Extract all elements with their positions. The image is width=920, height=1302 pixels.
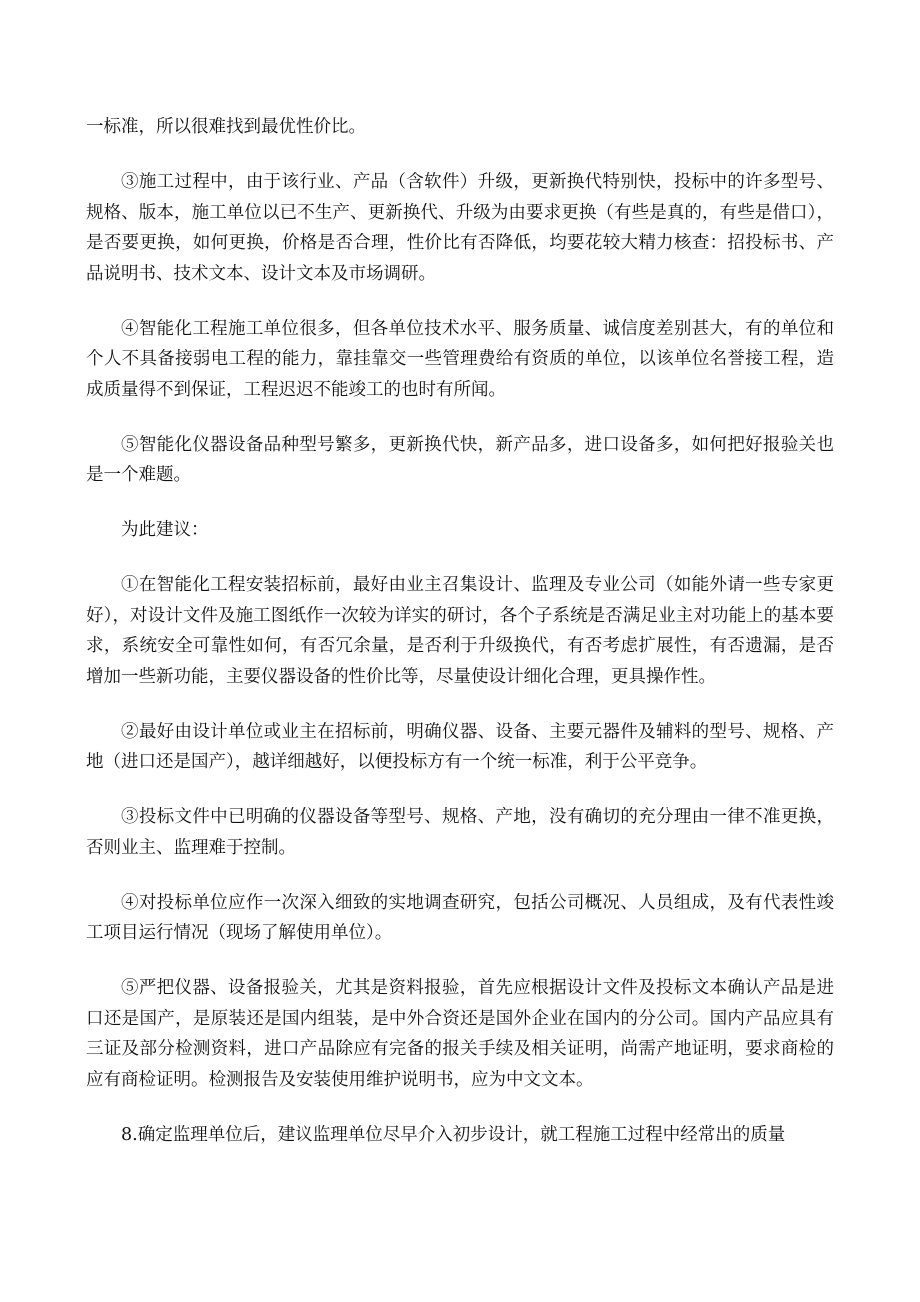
paragraph-4: ⑤智能化仪器设备品种型号繁多，更新换代快，新产品多，进口设备多，如何把好报验关也是一个难题。 [86, 434, 834, 485]
paragraph-2: ③施工过程中，由于该行业、产品（含软件）升级，更新换代特别快，投标中的许多型号、规格、版本，施工单位以已不生产、更新换代、升级为由要求更换（有些是真的，有些是借口），是否要更换，如何更换，价格是否合理，性价比有否降低，均要花较大精力核查：招投标书、产品说明书、技术文本、设计文本及市场调研。 [86, 172, 834, 284]
paragraph-1: 一标准，所以很难找到最优性价比。 [86, 117, 366, 137]
document-page [86, 112, 834, 1175]
paragraph-3: ④智能化工程施工单位很多，但各单位技术水平、服务质量、诚信度差别甚大，有的单位和个人不具备接弱电工程的能力，靠挂靠交一些管理费给有资质的单位，以该单位名誉接工程，造成质量得不到保证，工程迟迟不能竣工的也时有所闻。 [86, 318, 834, 400]
paragraph-10: ⑤严把仪器、设备报验关，尤其是资料报验，首先应根据设计文件及投标文本确认产品是进口还是国产，是原装还是国内组装，是中外合资还是国外企业在国内的分公司。国内产品应具有三证及部分检测资料，进口产品除应有完备的报关手续及相关证明，尚需产地证明，要求商检的应有商检证明。检测报告及安装使用维护说明书，应为中文文本。 [86, 978, 834, 1090]
paragraph-5: 为此建议： [121, 520, 209, 540]
paragraph-8: ③投标文件中已明确的仪器设备等型号、规格、产地，没有确切的充分理由一律不准更换，否则业主、监理难于控制。 [86, 807, 834, 858]
paragraph-11: 8.确定监理单位后，建议监理单位尽早介入初步设计，就工程施工过程中经常出的质量 [121, 1124, 786, 1145]
paragraph-7: ②最好由设计单位或业主在招标前，明确仪器、设备、主要元器件及辅料的型号、规格、产地（进口还是国产），越详细越好，以便投标方有一个统一标准，利于公平竞争。 [86, 721, 834, 772]
paragraph-6: ①在智能化工程安装招标前，最好由业主召集设计、监理及专业公司（如能外请一些专家更好），对设计文件及施工图纸作一次较为详实的研讨，各个子系统是否满足业主对功能上的基本要求，系统安全可靠性如何，有否冗余量，是否利于升级换代，有否考虑扩展性，有否遗漏，是否增加一些新功能，主要仪器设备的性价比等，尽量使设计细化合理，更具操作性。 [86, 575, 834, 687]
paragraph-9: ④对投标单位应作一次深入细致的实地调查研究，包括公司概况、人员组成，及有代表性竣工项目运行情况（现场了解使用单位）。 [86, 892, 834, 943]
